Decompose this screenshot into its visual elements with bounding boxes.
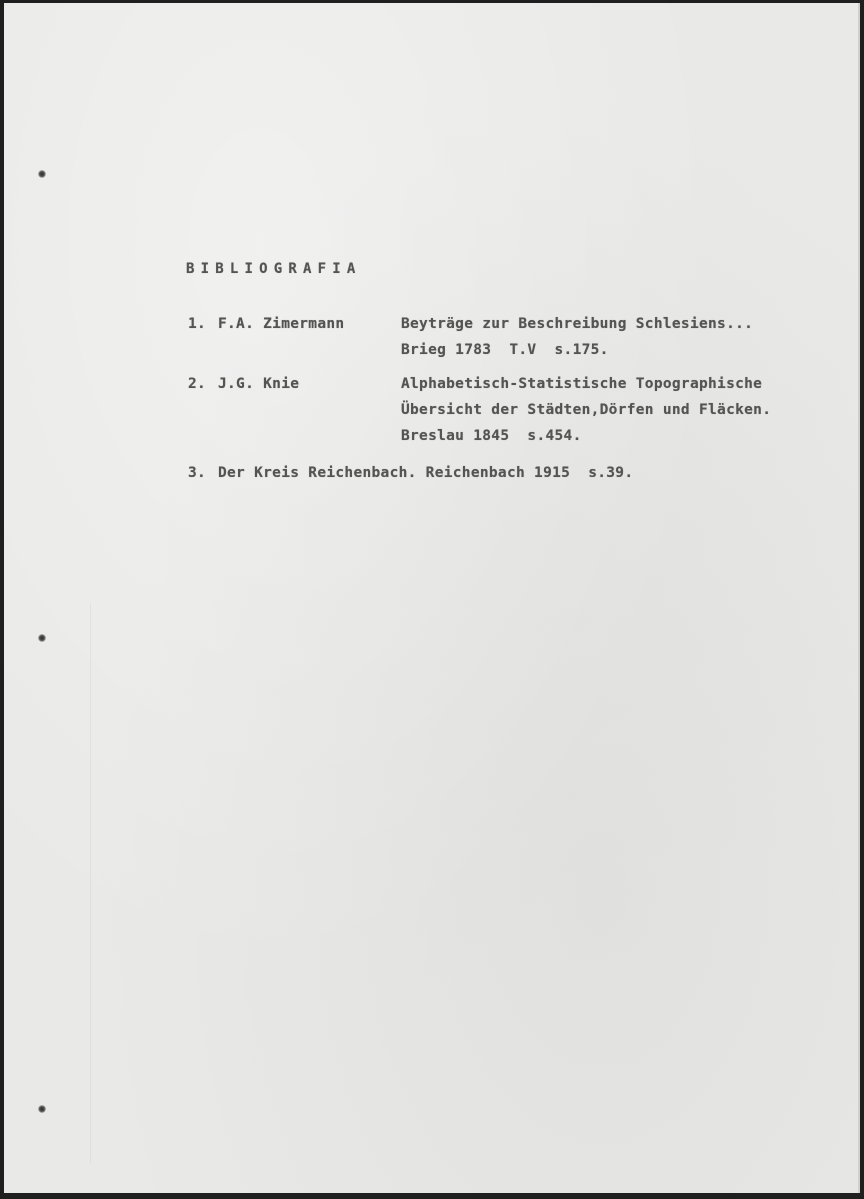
entry-number: 2. bbox=[188, 376, 207, 392]
entry-title-line: Alphabetisch-Statistische Topographische bbox=[401, 376, 763, 392]
entry-number: 1. bbox=[188, 316, 207, 332]
paper-fold-mark bbox=[90, 603, 91, 1163]
punch-hole-mark bbox=[38, 1105, 46, 1113]
punch-hole-mark bbox=[38, 634, 46, 642]
entry-title-line: Beyträge zur Beschreibung Schlesiens... bbox=[401, 316, 754, 332]
punch-hole-mark bbox=[38, 170, 46, 178]
entry-number: 3. bbox=[188, 465, 207, 481]
entry-publication-line: Brieg 1783 T.V s.175. bbox=[401, 342, 609, 358]
entry-author: F.A. Zimermann bbox=[218, 316, 345, 332]
page-title: BIBLIOGRAFIA bbox=[186, 261, 362, 277]
entry-full-line: Der Kreis Reichenbach. Reichenbach 1915 s.39. bbox=[218, 465, 634, 481]
entry-publication-line: Breslau 1845 s.454. bbox=[401, 428, 582, 444]
entry-author: J.G. Knie bbox=[218, 376, 300, 392]
entry-title-line: Übersicht der Städten,Dörfen und Fläcken. bbox=[401, 402, 772, 418]
paper-sheet bbox=[4, 3, 860, 1193]
